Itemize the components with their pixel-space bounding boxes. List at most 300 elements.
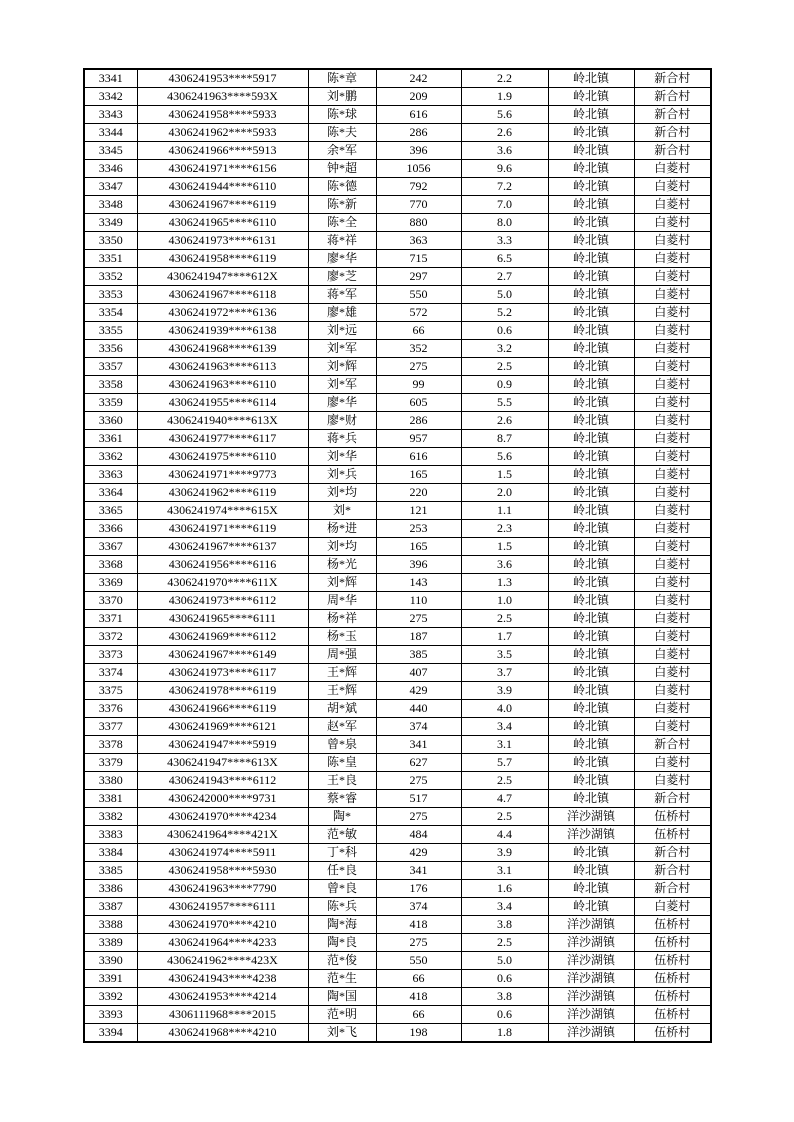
cell-town: 岭北镇 xyxy=(548,69,634,88)
cell-village: 白菱村 xyxy=(634,718,711,736)
cell-serial-number: 3376 xyxy=(84,700,137,718)
cell-name: 陶*国 xyxy=(308,988,376,1006)
cell-value-1: 418 xyxy=(376,988,461,1006)
cell-village: 白菱村 xyxy=(634,664,711,682)
cell-village: 伍桥村 xyxy=(634,916,711,934)
cell-masked-id-number: 4306241971****9773 xyxy=(137,466,308,484)
cell-village: 伍桥村 xyxy=(634,988,711,1006)
cell-value-2: 2.5 xyxy=(461,358,548,376)
cell-village: 伍桥村 xyxy=(634,826,711,844)
cell-value-1: 110 xyxy=(376,592,461,610)
table-row xyxy=(84,106,711,124)
cell-value-2: 3.6 xyxy=(461,142,548,160)
cell-name: 曾*泉 xyxy=(308,736,376,754)
cell-town: 岭北镇 xyxy=(548,772,634,790)
cell-serial-number: 3352 xyxy=(84,268,137,286)
cell-value-2: 4.0 xyxy=(461,700,548,718)
cell-value-1: 297 xyxy=(376,268,461,286)
cell-town: 洋沙湖镇 xyxy=(548,826,634,844)
cell-masked-id-number: 4306242000****9731 xyxy=(137,790,308,808)
cell-serial-number: 3393 xyxy=(84,1006,137,1024)
cell-masked-id-number: 4306241973****6112 xyxy=(137,592,308,610)
table-row xyxy=(84,160,711,178)
cell-value-2: 2.5 xyxy=(461,934,548,952)
cell-village: 白菱村 xyxy=(634,250,711,268)
cell-masked-id-number: 4306241971****6156 xyxy=(137,160,308,178)
cell-village: 白菱村 xyxy=(634,322,711,340)
cell-masked-id-number: 4306111968****2015 xyxy=(137,1006,308,1024)
cell-town: 岭北镇 xyxy=(548,682,634,700)
cell-serial-number: 3371 xyxy=(84,610,137,628)
cell-town: 岭北镇 xyxy=(548,178,634,196)
cell-village: 白菱村 xyxy=(634,538,711,556)
cell-serial-number: 3366 xyxy=(84,520,137,538)
table-row xyxy=(84,664,711,682)
table-row xyxy=(84,142,711,160)
cell-value-2: 1.5 xyxy=(461,538,548,556)
cell-name: 王*辉 xyxy=(308,682,376,700)
table-row xyxy=(84,754,711,772)
cell-value-1: 275 xyxy=(376,808,461,826)
cell-village: 白菱村 xyxy=(634,610,711,628)
cell-value-2: 4.4 xyxy=(461,826,548,844)
cell-town: 洋沙湖镇 xyxy=(548,970,634,988)
table-row xyxy=(84,700,711,718)
cell-village: 白菱村 xyxy=(634,502,711,520)
cell-village: 白菱村 xyxy=(634,412,711,430)
cell-town: 洋沙湖镇 xyxy=(548,808,634,826)
cell-name: 杨*祥 xyxy=(308,610,376,628)
cell-value-1: 209 xyxy=(376,88,461,106)
cell-value-2: 3.9 xyxy=(461,844,548,862)
cell-value-1: 275 xyxy=(376,610,461,628)
table-row xyxy=(84,826,711,844)
cell-town: 洋沙湖镇 xyxy=(548,988,634,1006)
cell-value-2: 1.6 xyxy=(461,880,548,898)
cell-name: 刘*鹏 xyxy=(308,88,376,106)
cell-masked-id-number: 4306241973****6131 xyxy=(137,232,308,250)
cell-village: 白菱村 xyxy=(634,214,711,232)
cell-value-1: 429 xyxy=(376,844,461,862)
cell-village: 白菱村 xyxy=(634,682,711,700)
cell-town: 岭北镇 xyxy=(548,700,634,718)
cell-town: 岭北镇 xyxy=(548,448,634,466)
cell-town: 岭北镇 xyxy=(548,268,634,286)
cell-value-2: 2.5 xyxy=(461,808,548,826)
cell-town: 岭北镇 xyxy=(548,718,634,736)
cell-town: 岭北镇 xyxy=(548,358,634,376)
cell-town: 岭北镇 xyxy=(548,520,634,538)
cell-masked-id-number: 4306241939****6138 xyxy=(137,322,308,340)
cell-serial-number: 3348 xyxy=(84,196,137,214)
table-row xyxy=(84,952,711,970)
cell-value-2: 6.5 xyxy=(461,250,548,268)
cell-name: 刘*均 xyxy=(308,538,376,556)
cell-village: 白菱村 xyxy=(634,754,711,772)
cell-village: 白菱村 xyxy=(634,178,711,196)
cell-town: 岭北镇 xyxy=(548,736,634,754)
cell-name: 杨*玉 xyxy=(308,628,376,646)
cell-value-2: 5.6 xyxy=(461,448,548,466)
cell-value-2: 3.6 xyxy=(461,556,548,574)
cell-village: 白菱村 xyxy=(634,556,711,574)
cell-town: 洋沙湖镇 xyxy=(548,1006,634,1024)
cell-value-2: 9.6 xyxy=(461,160,548,178)
cell-serial-number: 3391 xyxy=(84,970,137,988)
cell-masked-id-number: 4306241940****613X xyxy=(137,412,308,430)
cell-village: 白菱村 xyxy=(634,196,711,214)
cell-value-1: 550 xyxy=(376,952,461,970)
cell-value-1: 627 xyxy=(376,754,461,772)
cell-town: 岭北镇 xyxy=(548,880,634,898)
cell-town: 岭北镇 xyxy=(548,754,634,772)
cell-value-2: 5.6 xyxy=(461,106,548,124)
cell-masked-id-number: 4306241944****6110 xyxy=(137,178,308,196)
cell-town: 岭北镇 xyxy=(548,322,634,340)
cell-serial-number: 3363 xyxy=(84,466,137,484)
cell-serial-number: 3349 xyxy=(84,214,137,232)
cell-town: 岭北镇 xyxy=(548,196,634,214)
cell-town: 岭北镇 xyxy=(548,646,634,664)
table-row xyxy=(84,430,711,448)
cell-name: 丁*科 xyxy=(308,844,376,862)
cell-masked-id-number: 4306241968****4210 xyxy=(137,1024,308,1043)
cell-village: 白菱村 xyxy=(634,700,711,718)
cell-value-1: 66 xyxy=(376,322,461,340)
table-row xyxy=(84,772,711,790)
cell-name: 杨*进 xyxy=(308,520,376,538)
cell-value-2: 5.0 xyxy=(461,286,548,304)
cell-value-2: 0.6 xyxy=(461,1006,548,1024)
cell-name: 陶*良 xyxy=(308,934,376,952)
table-row xyxy=(84,502,711,520)
cell-name: 赵*军 xyxy=(308,718,376,736)
cell-name: 范*明 xyxy=(308,1006,376,1024)
table-row xyxy=(84,736,711,754)
cell-value-2: 3.1 xyxy=(461,862,548,880)
cell-serial-number: 3345 xyxy=(84,142,137,160)
cell-town: 岭北镇 xyxy=(548,340,634,358)
cell-name: 蒋*兵 xyxy=(308,430,376,448)
cell-value-1: 770 xyxy=(376,196,461,214)
cell-serial-number: 3377 xyxy=(84,718,137,736)
cell-serial-number: 3354 xyxy=(84,304,137,322)
cell-value-1: 176 xyxy=(376,880,461,898)
cell-village: 新合村 xyxy=(634,844,711,862)
cell-town: 岭北镇 xyxy=(548,574,634,592)
cell-village: 白菱村 xyxy=(634,574,711,592)
cell-name: 廖*芝 xyxy=(308,268,376,286)
cell-value-2: 0.6 xyxy=(461,970,548,988)
cell-masked-id-number: 4306241958****6119 xyxy=(137,250,308,268)
cell-masked-id-number: 4306241977****6117 xyxy=(137,430,308,448)
table-row xyxy=(84,574,711,592)
cell-masked-id-number: 4306241969****6112 xyxy=(137,628,308,646)
cell-town: 岭北镇 xyxy=(548,484,634,502)
cell-name: 陈*全 xyxy=(308,214,376,232)
cell-masked-id-number: 4306241978****6119 xyxy=(137,682,308,700)
cell-masked-id-number: 4306241975****6110 xyxy=(137,448,308,466)
cell-town: 岭北镇 xyxy=(548,790,634,808)
cell-serial-number: 3341 xyxy=(84,69,137,88)
cell-masked-id-number: 4306241967****6137 xyxy=(137,538,308,556)
cell-masked-id-number: 4306241962****6119 xyxy=(137,484,308,502)
cell-town: 岭北镇 xyxy=(548,376,634,394)
table-row xyxy=(84,934,711,952)
cell-serial-number: 3361 xyxy=(84,430,137,448)
table-row xyxy=(84,808,711,826)
cell-value-2: 0.9 xyxy=(461,376,548,394)
beneficiary-roster-table xyxy=(83,68,712,1043)
cell-town: 岭北镇 xyxy=(548,592,634,610)
table-row xyxy=(84,862,711,880)
table-row xyxy=(84,1006,711,1024)
cell-masked-id-number: 4306241973****6117 xyxy=(137,664,308,682)
cell-value-1: 352 xyxy=(376,340,461,358)
cell-masked-id-number: 4306241965****6110 xyxy=(137,214,308,232)
table-row xyxy=(84,790,711,808)
cell-village: 白菱村 xyxy=(634,484,711,502)
table-row xyxy=(84,556,711,574)
cell-value-2: 8.7 xyxy=(461,430,548,448)
table-row xyxy=(84,646,711,664)
cell-value-2: 5.0 xyxy=(461,952,548,970)
table-row xyxy=(84,970,711,988)
cell-value-2: 3.4 xyxy=(461,898,548,916)
cell-value-1: 363 xyxy=(376,232,461,250)
cell-value-2: 1.8 xyxy=(461,1024,548,1043)
cell-masked-id-number: 4306241974****615X xyxy=(137,502,308,520)
cell-town: 岭北镇 xyxy=(548,106,634,124)
cell-town: 岭北镇 xyxy=(548,862,634,880)
cell-value-1: 374 xyxy=(376,718,461,736)
cell-serial-number: 3381 xyxy=(84,790,137,808)
cell-value-1: 429 xyxy=(376,682,461,700)
cell-village: 白菱村 xyxy=(634,646,711,664)
cell-name: 任*良 xyxy=(308,862,376,880)
cell-name: 周*华 xyxy=(308,592,376,610)
table-row xyxy=(84,69,711,88)
cell-serial-number: 3369 xyxy=(84,574,137,592)
cell-village: 白菱村 xyxy=(634,268,711,286)
cell-value-1: 187 xyxy=(376,628,461,646)
table-row xyxy=(84,340,711,358)
table-row xyxy=(84,988,711,1006)
cell-name: 廖*华 xyxy=(308,250,376,268)
cell-village: 新合村 xyxy=(634,88,711,106)
cell-value-1: 121 xyxy=(376,502,461,520)
cell-value-2: 1.9 xyxy=(461,88,548,106)
cell-value-1: 253 xyxy=(376,520,461,538)
cell-name: 刘* xyxy=(308,502,376,520)
cell-name: 陶* xyxy=(308,808,376,826)
cell-serial-number: 3387 xyxy=(84,898,137,916)
cell-masked-id-number: 4306241964****421X xyxy=(137,826,308,844)
cell-masked-id-number: 4306241953****4214 xyxy=(137,988,308,1006)
table-row xyxy=(84,610,711,628)
cell-value-2: 1.5 xyxy=(461,466,548,484)
cell-value-2: 3.2 xyxy=(461,340,548,358)
cell-town: 岭北镇 xyxy=(548,664,634,682)
cell-value-1: 165 xyxy=(376,538,461,556)
cell-town: 岭北镇 xyxy=(548,610,634,628)
cell-masked-id-number: 4306241967****6119 xyxy=(137,196,308,214)
cell-masked-id-number: 4306241963****6110 xyxy=(137,376,308,394)
cell-value-2: 4.7 xyxy=(461,790,548,808)
table-row xyxy=(84,232,711,250)
cell-value-2: 3.3 xyxy=(461,232,548,250)
table-row xyxy=(84,1024,711,1043)
cell-serial-number: 3372 xyxy=(84,628,137,646)
table-row xyxy=(84,682,711,700)
cell-village: 伍桥村 xyxy=(634,934,711,952)
cell-serial-number: 3388 xyxy=(84,916,137,934)
cell-name: 廖*财 xyxy=(308,412,376,430)
cell-value-2: 3.8 xyxy=(461,988,548,1006)
cell-value-1: 1056 xyxy=(376,160,461,178)
table-body xyxy=(84,69,711,1042)
cell-name: 陈*皇 xyxy=(308,754,376,772)
cell-masked-id-number: 4306241957****6111 xyxy=(137,898,308,916)
cell-value-1: 550 xyxy=(376,286,461,304)
cell-village: 白菱村 xyxy=(634,466,711,484)
cell-name: 杨*光 xyxy=(308,556,376,574)
cell-value-1: 198 xyxy=(376,1024,461,1043)
cell-serial-number: 3370 xyxy=(84,592,137,610)
cell-masked-id-number: 4306241953****5917 xyxy=(137,69,308,88)
cell-name: 刘*辉 xyxy=(308,574,376,592)
cell-serial-number: 3373 xyxy=(84,646,137,664)
cell-value-1: 385 xyxy=(376,646,461,664)
cell-serial-number: 3385 xyxy=(84,862,137,880)
cell-village: 伍桥村 xyxy=(634,1006,711,1024)
cell-name: 范*生 xyxy=(308,970,376,988)
cell-name: 蒋*祥 xyxy=(308,232,376,250)
cell-masked-id-number: 4306241971****6119 xyxy=(137,520,308,538)
cell-village: 白菱村 xyxy=(634,430,711,448)
cell-serial-number: 3343 xyxy=(84,106,137,124)
cell-town: 岭北镇 xyxy=(548,430,634,448)
table-row xyxy=(84,448,711,466)
cell-serial-number: 3356 xyxy=(84,340,137,358)
cell-masked-id-number: 4306241964****4233 xyxy=(137,934,308,952)
cell-serial-number: 3374 xyxy=(84,664,137,682)
cell-value-2: 2.0 xyxy=(461,484,548,502)
cell-value-1: 616 xyxy=(376,448,461,466)
cell-town: 岭北镇 xyxy=(548,412,634,430)
cell-masked-id-number: 4306241969****6121 xyxy=(137,718,308,736)
cell-village: 白菱村 xyxy=(634,448,711,466)
cell-value-1: 484 xyxy=(376,826,461,844)
cell-town: 岭北镇 xyxy=(548,286,634,304)
cell-masked-id-number: 4306241965****6111 xyxy=(137,610,308,628)
cell-village: 伍桥村 xyxy=(634,970,711,988)
cell-name: 刘*均 xyxy=(308,484,376,502)
cell-value-2: 0.6 xyxy=(461,322,548,340)
cell-masked-id-number: 4306241970****4210 xyxy=(137,916,308,934)
table-row xyxy=(84,304,711,322)
cell-value-2: 5.5 xyxy=(461,394,548,412)
cell-masked-id-number: 4306241966****5913 xyxy=(137,142,308,160)
cell-masked-id-number: 4306241966****6119 xyxy=(137,700,308,718)
cell-name: 陶*海 xyxy=(308,916,376,934)
cell-serial-number: 3368 xyxy=(84,556,137,574)
cell-serial-number: 3357 xyxy=(84,358,137,376)
cell-village: 伍桥村 xyxy=(634,952,711,970)
table-row xyxy=(84,214,711,232)
cell-serial-number: 3350 xyxy=(84,232,137,250)
cell-serial-number: 3342 xyxy=(84,88,137,106)
table-row xyxy=(84,844,711,862)
cell-masked-id-number: 4306241947****5919 xyxy=(137,736,308,754)
table-row xyxy=(84,484,711,502)
cell-town: 岭北镇 xyxy=(548,250,634,268)
cell-town: 岭北镇 xyxy=(548,898,634,916)
cell-value-1: 715 xyxy=(376,250,461,268)
cell-serial-number: 3347 xyxy=(84,178,137,196)
cell-town: 岭北镇 xyxy=(548,304,634,322)
cell-value-1: 165 xyxy=(376,466,461,484)
cell-village: 白菱村 xyxy=(634,376,711,394)
cell-serial-number: 3378 xyxy=(84,736,137,754)
cell-masked-id-number: 4306241955****6114 xyxy=(137,394,308,412)
cell-value-2: 2.3 xyxy=(461,520,548,538)
cell-name: 余*军 xyxy=(308,142,376,160)
cell-name: 刘*军 xyxy=(308,340,376,358)
cell-village: 白菱村 xyxy=(634,340,711,358)
cell-value-2: 2.7 xyxy=(461,268,548,286)
cell-serial-number: 3379 xyxy=(84,754,137,772)
cell-town: 洋沙湖镇 xyxy=(548,934,634,952)
cell-name: 蔡*睿 xyxy=(308,790,376,808)
cell-town: 洋沙湖镇 xyxy=(548,916,634,934)
table-row xyxy=(84,898,711,916)
cell-value-1: 792 xyxy=(376,178,461,196)
cell-value-1: 220 xyxy=(376,484,461,502)
cell-name: 陈*章 xyxy=(308,69,376,88)
cell-serial-number: 3362 xyxy=(84,448,137,466)
cell-value-1: 66 xyxy=(376,1006,461,1024)
table-row xyxy=(84,538,711,556)
cell-value-2: 7.0 xyxy=(461,196,548,214)
cell-value-2: 1.1 xyxy=(461,502,548,520)
cell-masked-id-number: 4306241967****6149 xyxy=(137,646,308,664)
cell-village: 白菱村 xyxy=(634,286,711,304)
cell-masked-id-number: 4306241947****612X xyxy=(137,268,308,286)
table-row xyxy=(84,88,711,106)
cell-masked-id-number: 4306241956****6116 xyxy=(137,556,308,574)
cell-serial-number: 3358 xyxy=(84,376,137,394)
cell-masked-id-number: 4306241943****6112 xyxy=(137,772,308,790)
cell-value-1: 880 xyxy=(376,214,461,232)
cell-value-2: 5.7 xyxy=(461,754,548,772)
cell-town: 岭北镇 xyxy=(548,160,634,178)
table-row xyxy=(84,880,711,898)
table-row xyxy=(84,322,711,340)
cell-town: 岭北镇 xyxy=(548,556,634,574)
cell-name: 王*良 xyxy=(308,772,376,790)
cell-village: 白菱村 xyxy=(634,772,711,790)
cell-name: 周*强 xyxy=(308,646,376,664)
cell-value-2: 1.7 xyxy=(461,628,548,646)
cell-serial-number: 3365 xyxy=(84,502,137,520)
cell-masked-id-number: 4306241968****6139 xyxy=(137,340,308,358)
cell-value-2: 7.2 xyxy=(461,178,548,196)
cell-name: 曾*良 xyxy=(308,880,376,898)
cell-serial-number: 3384 xyxy=(84,844,137,862)
cell-value-1: 275 xyxy=(376,358,461,376)
cell-value-1: 143 xyxy=(376,574,461,592)
